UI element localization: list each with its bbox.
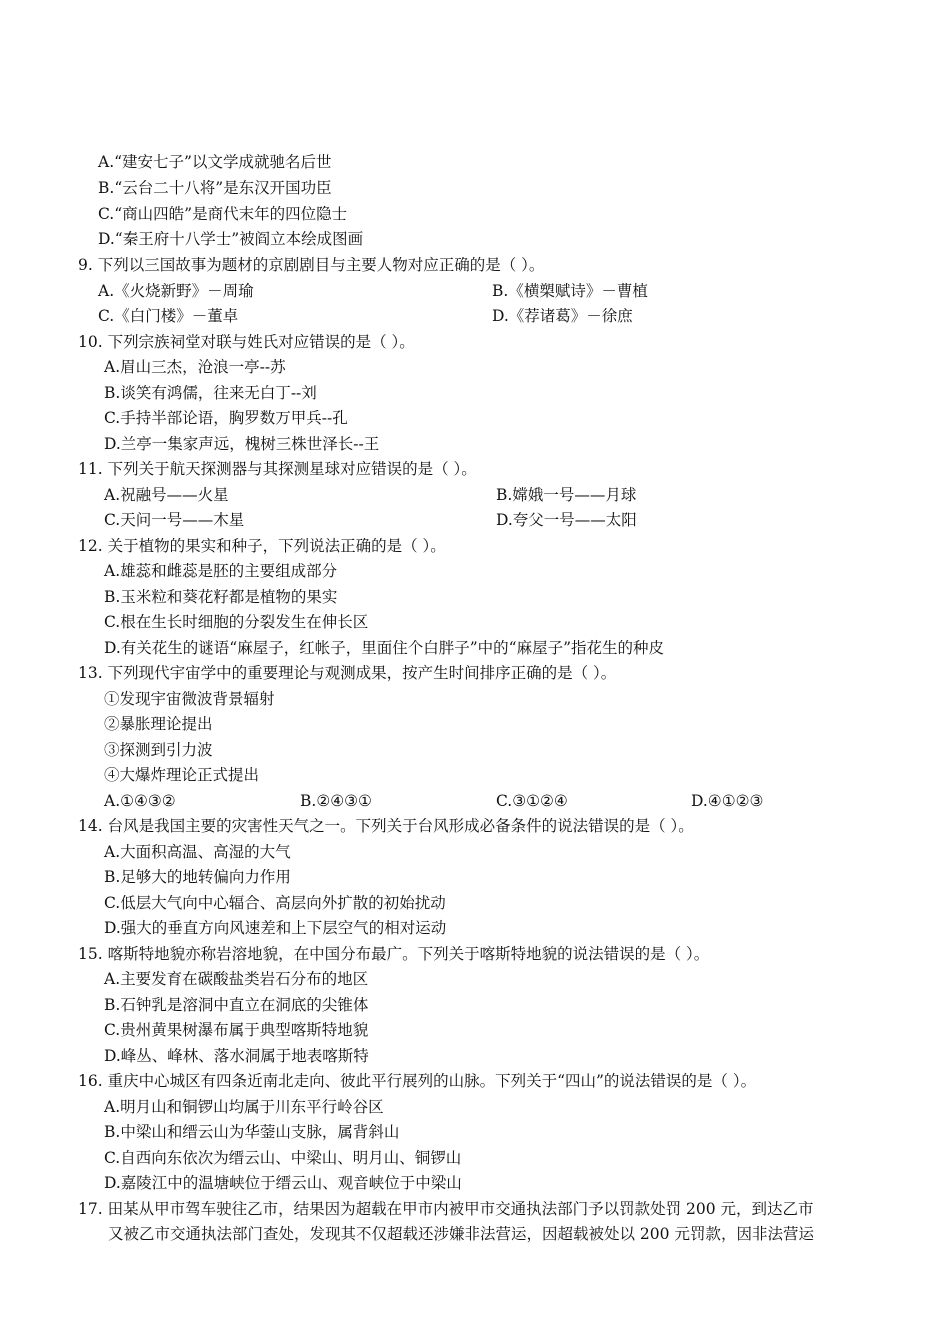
q14-option-b: B.足够大的地转偏向力作用 xyxy=(104,868,291,886)
q10-stem: 10. 下列宗族祠堂对联与姓氏对应错误的是（ ）。 xyxy=(78,333,415,351)
q12-option-c: C.根在生长时细胞的分裂发生在伸长区 xyxy=(104,613,369,631)
q13-option-c: C.③①②④ xyxy=(496,792,568,810)
q14-option-d: D.强大的垂直方向风速差和上下层空气的相对运动 xyxy=(104,919,447,937)
q8-option-a: A.“建安七子”以文学成就驰名后世 xyxy=(98,153,332,171)
q11-option-c: C.天问一号——木星 xyxy=(104,511,245,529)
q16-option-b: B.中梁山和缙云山为华蓥山支脉，属背斜山 xyxy=(104,1123,400,1141)
q12-option-a: A.雄蕊和雌蕊是胚的主要组成部分 xyxy=(104,562,338,580)
q16-stem: 16. 重庆中心城区有四条近南北走向、彼此平行展列的山脉。下列关于“四山”的说法错误的是（ ）。 xyxy=(78,1072,757,1090)
q13-item-3: ③探测到引力波 xyxy=(104,741,213,759)
q14-stem: 14. 台风是我国主要的灾害性天气之一。下列关于台风形成必备条件的说法错误的是（ ）。 xyxy=(78,817,694,835)
q17-stem-continued: 又被乙市交通执法部门查处，发现其不仅超载还涉嫌非法营运，因超载被处以 200 元罚款，因非法营运 xyxy=(108,1225,814,1243)
q14-option-c: C.低层大气向中心辐合、高层向外扩散的初始扰动 xyxy=(104,894,446,912)
q10-option-d: D.兰亭一集家声远，槐树三株世泽长--王 xyxy=(104,435,380,453)
q8-option-c: C.“商山四皓”是商代末年的四位隐士 xyxy=(98,205,348,223)
q11-option-b: B.嫦娥一号——月球 xyxy=(496,486,637,504)
q8-option-d: D.“秦王府十八学士”被阎立本绘成图画 xyxy=(98,230,364,248)
q11-stem: 11. 下列关于航天探测器与其探测星球对应错误的是（ ）。 xyxy=(78,460,477,478)
q13-option-d: D.④①②③ xyxy=(691,792,764,810)
q15-option-a: A.主要发育在碳酸盐类岩石分布的地区 xyxy=(104,970,369,988)
q8-option-b: B.“云台二十八将”是东汉开国功臣 xyxy=(98,179,332,197)
q15-stem: 15. 喀斯特地貌亦称岩溶地貌，在中国分布最广。下列关于喀斯特地貌的说法错误的是（ ）。 xyxy=(78,945,710,963)
q13-stem: 13. 下列现代宇宙学中的重要理论与观测成果，按产生时间排序正确的是（ ）。 xyxy=(78,664,617,682)
q13-option-a: A.①④③② xyxy=(104,792,176,810)
q16-option-d: D.嘉陵江中的温塘峡位于缙云山、观音峡位于中梁山 xyxy=(104,1174,462,1192)
q11-option-a: A.祝融号——火星 xyxy=(104,486,229,504)
q9-option-b: B.《横槊赋诗》－曹植 xyxy=(492,282,648,300)
q15-option-d: D.峰丛、峰林、落水洞属于地表喀斯特 xyxy=(104,1047,369,1065)
q14-option-a: A.大面积高温、高湿的大气 xyxy=(104,843,291,861)
q9-option-c: C.《白门楼》－董卓 xyxy=(98,307,239,325)
q9-stem: 9. 下列以三国故事为题材的京剧剧目与主要人物对应正确的是（ ）。 xyxy=(78,256,545,274)
q10-option-c: C.手持半部论语，胸罗数万甲兵--孔 xyxy=(104,409,348,427)
q10-option-b: B.谈笑有鸿儒，往来无白丁--刘 xyxy=(104,384,317,402)
q13-option-b: B.②④③① xyxy=(300,792,372,810)
q12-option-d: D.有关花生的谜语“麻屋子，红帐子，里面住个白胖子”中的“麻屋子”指花生的种皮 xyxy=(104,639,665,657)
q16-option-a: A.明月山和铜锣山均属于川东平行岭谷区 xyxy=(104,1098,384,1116)
q15-option-b: B.石钟乳是溶洞中直立在洞底的尖锥体 xyxy=(104,996,369,1014)
q10-option-a: A.眉山三杰，沧浪一亭--苏 xyxy=(104,358,286,376)
q13-item-1: ①发现宇宙微波背景辐射 xyxy=(104,690,275,708)
q17-stem: 17. 田某从甲市驾车驶往乙市，结果因为超载在甲市内被甲市交通执法部门予以罚款处罚 200 元，到达乙市 xyxy=(78,1200,814,1218)
q15-option-c: C.贵州黄果树瀑布属于典型喀斯特地貌 xyxy=(104,1021,369,1039)
q12-option-b: B.玉米粒和葵花籽都是植物的果实 xyxy=(104,588,338,606)
q9-option-d: D.《荐诸葛》－徐庶 xyxy=(492,307,633,325)
q11-option-d: D.夸父一号——太阳 xyxy=(496,511,637,529)
q16-option-c: C.自西向东依次为缙云山、中梁山、明月山、铜锣山 xyxy=(104,1149,462,1167)
q12-stem: 12. 关于植物的果实和种子，下列说法正确的是（ ）。 xyxy=(78,537,446,555)
q13-item-2: ②暴胀理论提出 xyxy=(104,715,213,733)
q9-option-a: A.《火烧新野》－周瑜 xyxy=(98,282,254,300)
q13-item-4: ④大爆炸理论正式提出 xyxy=(104,766,260,784)
